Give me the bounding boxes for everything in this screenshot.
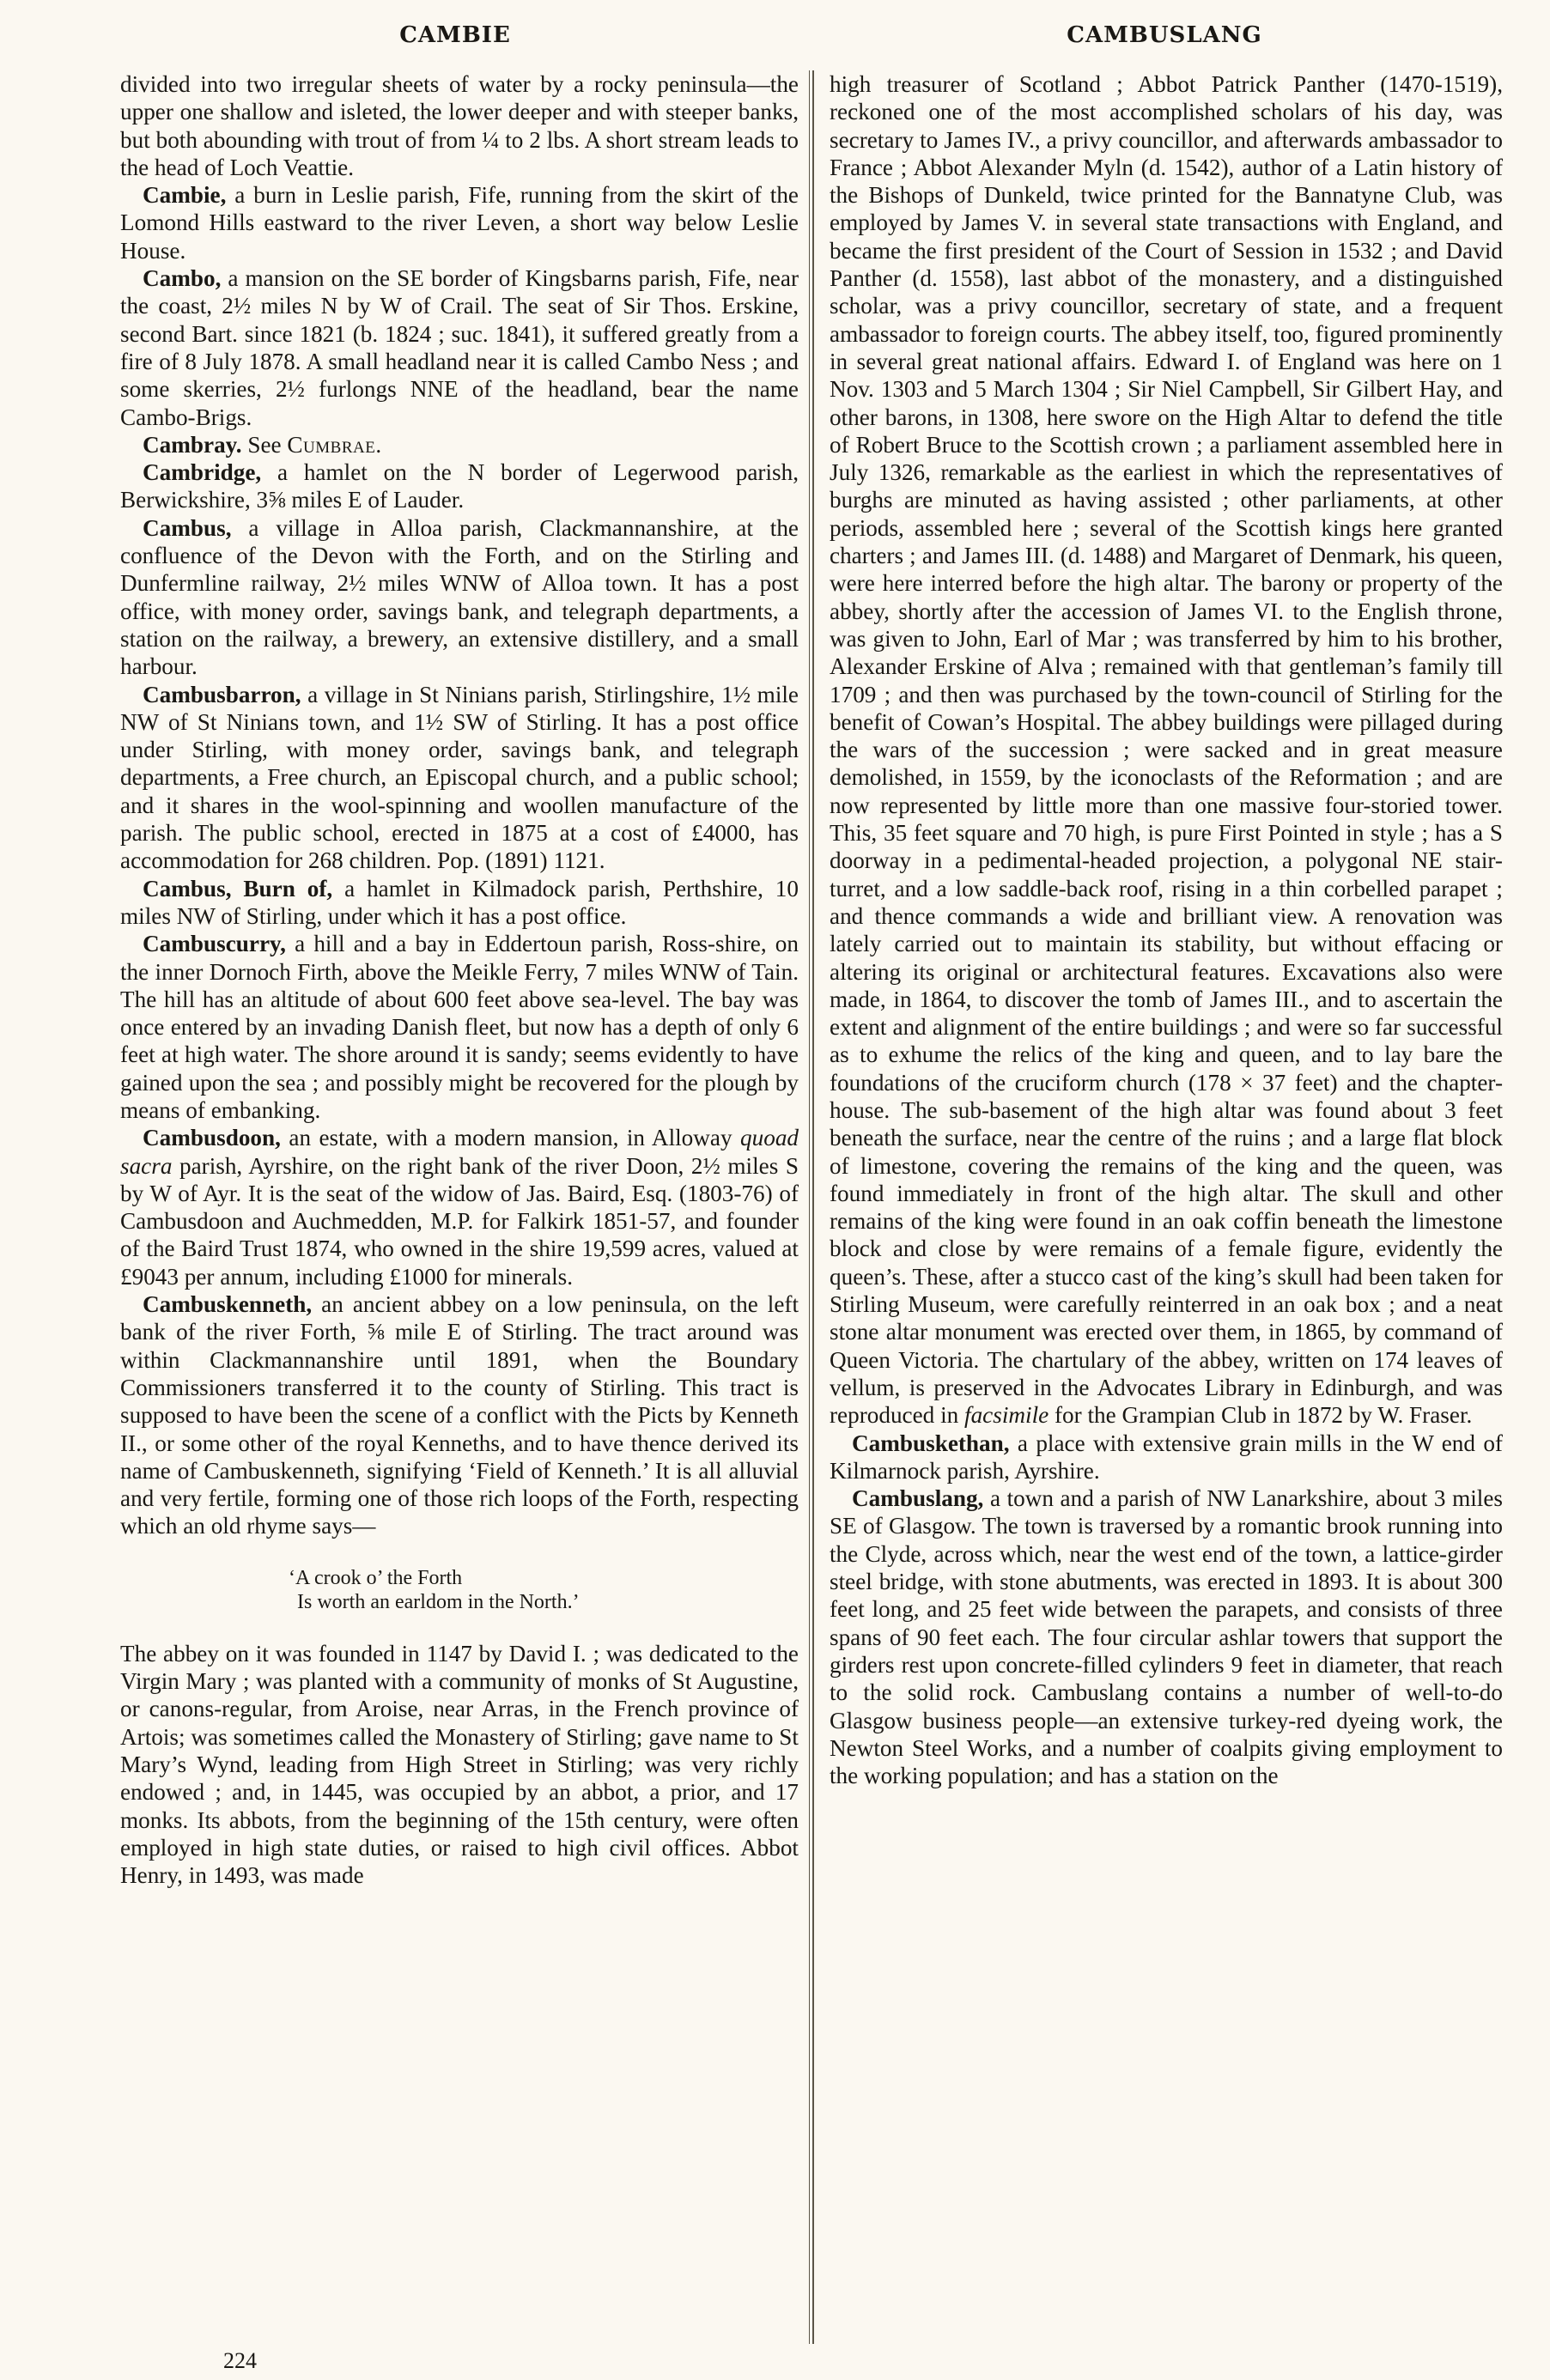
see-text: See xyxy=(241,431,288,458)
entry-cambridge xyxy=(120,458,799,514)
column-divider xyxy=(812,70,814,2344)
entry-cambuskenneth xyxy=(120,1290,799,1540)
entry-text: high treasurer of Scotland ; Abbot Patrick Panther (1470-1519), reckoned one of the most accomplished scholars of his day, was secretary to James IV., a privy councillor, and afterwards ambassador to France ; Abbot Alexander Myln (d. 1542), author of a Latin history of the Bishops of Dunkeld, twice printed for the Bannatyne Club, was employed by James V. in several state transactions with England, and became the first president of the Court of Session in 1532 ; and David Panther (d. 1558), last abbot of the monastery, and a distinguished scholar, was a privy councillor, secretary of state, and a frequent ambassador to foreign courts. The abbey itself, too, figured prominently in several great national affairs. Edward I. of England was here on 1 Nov. 1303 and 5 March 1304 ; Sir Niel Campbell, Sir Gilbert Hay, and other barons, in 1308, here swore on the High Altar to defend the title of Robert Bruce to the Scottish crown ; a parliament assembled here in July 1326, remarkable as the earliest in which the representatives of burghs are minuted as having assisted ; other parliaments, at other periods, assembled here ; several of the Scottish kings here granted charters ; and James III. (d. 1488) and Margaret of Denmark, his queen, were here interred before the high altar. The barony or property of the abbey, shortly after the accession of James VI. to the English throne, was given to John, Earl of Mar ; was transferred by him to his brother, Alexander Erskine of Alva ; remained with that gentleman’s family till 1709 ; and then was purchased by the town-council of Stirling for the benefit of Cowan’s Hospital. The abbey buildings were pillaged during the wars of the succession ; were sacked and in great measure demolished, in 1559, by the iconoclasts of the Reformation ; and are now represented by little more than one massive four-storied tower. This, 35 feet square and 70 high, is pure First Pointed in style ; has a S doorway in a pedimental-headed projection, a polygonal NE stair-turret, and a low saddle-back roof, rising in a thin corbelled parapet ; and thence commands a wide and brilliant view. A renovation was lately carried out to maintain its stability, but without effacing or altering its original or architectural features. Excavations also were made, in 1864, to discover the tomb of James III., and to ascertain the extent and alignment of the entire buildings ; and were so far successful as to exhume the relics of the king and queen, and to lay bare the foundations of the cruciform church (178 × 37 feet) and the chapter-house. The sub-basement of the high altar was found about 3 feet beneath the surface, near the centre of the ruins ; and a large flat block of limestone, covering the remains of the king and the queen, was found immediately in front of the high altar. The skull and other remains of the king were found in an oak coffin beneath the limestone block and close by were remains of a female figure, evidently the queen’s. These, after a stucco cast of the king’s skull had been taken for Stirling Museum, were carefully reinterred in an oak box ; and a neat stone altar monument was erected over them, in 1865, by command of Queen Victoria. The chartulary of the abbey, written on 174 leaves of vellum, is preserved in the Advocates Library in Edinburgh, and was reproduced in xyxy=(830,71,1503,1429)
italic-phrase: quoad sacra xyxy=(120,1125,799,1179)
headword: Cambus, Burn of, xyxy=(143,875,333,902)
headword: Cambuscurry, xyxy=(143,931,286,957)
entry-text: . xyxy=(375,431,382,458)
entry-text: for the Grampian Club in 1872 by W. Fraser. xyxy=(1049,1402,1473,1429)
abbey-paragraph: The abbey on it was founded in 1147 by David I. ; was dedicated to the Virgin Mary ; was planted with a community of monks of St Augustine, or canons-regular, from Aroise, near Arras, in the French province of Artois; was sometimes called the Monastery of Stirling; gave name to St Mary’s Wynd, leading from High Street in Stirling; was very richly endowed ; and, in 1445, was occupied by an abbot, a prior, and 17 monks. Its abbots, from the beginning of the 15th century, were often employed in high state duties, or raised to high civil offices. Abbot Henry, in 1493, was made xyxy=(120,1640,799,1889)
entry-cambo xyxy=(120,264,799,431)
headword: Cambuskenneth, xyxy=(143,1291,313,1318)
entry-text: a town and a parish of NW Lanarkshire, about 3 miles SE of Glasgow. The town is traversed by a romantic brook running into the Clyde, across which, near the west end of the town, a lattice-girder steel bridge, with stone abutments, was erected in 1893. It is about 300 feet long, and 25 feet wide between the parapets, and consists of three spans of 90 feet each. The four circular ashlar towers that support the girders rest upon concrete-filled cylinders 9 feet in diameter, that reach to the solid rock. Cambuslang contains a number of well-to-do Glasgow business people—an extensive turkey-red dyeing work, the Newton Steel Works, and a number of coalpits giving employment to the working population; and has a station on the xyxy=(830,1485,1503,1789)
running-head-left: CAMBIE xyxy=(399,22,511,48)
entry-text: a hill and a bay in Eddertoun parish, Ross-shire, on the inner Dornoch Firth, above the Meikle Ferry, 7 miles WNW of Tain. The hill has an altitude of about 600 feet above sea-level. The bay was once entered by an invading Danish fleet, but now has a depth of only 6 feet at high water. The shore around it is sandy; seems evidently to have gained upon the sea ; and possibly might be recovered for the plough by means of embanking. xyxy=(120,931,799,1123)
entry-text: a mansion on the SE border of Kingsbarns parish, Fife, near the coast, 2½ miles N by W of Crail. The seat of Sir Thos. Erskine, second Bart. since 1821 (b. 1824 ; suc. 1841), it suffered greatly from a fire of 8 July 1878. A small headland near it is called Cambo Ness ; and some skerries, 2½ furlongs NNE of the headland, bear the name Cambo-Brigs. xyxy=(120,265,799,430)
rhyme-quotation xyxy=(120,1566,799,1614)
italic-phrase: facsimile xyxy=(964,1402,1049,1429)
continued-paragraph: divided into two irregular sheets of water by a rocky peninsula—the upper one shallow and isleted, the lower deeper and with steeper banks, but both abounding with trout of from ¼ to 2 lbs. A short stream leads to the head of Loch Veattie. xyxy=(120,71,799,180)
headword: Cambusdoon, xyxy=(143,1125,281,1151)
entry-cambus-burn-of xyxy=(120,875,799,931)
entry-cambray xyxy=(120,431,799,458)
entry-text: a place with extensive grain mills in the W end of Kilmarnock parish, Ayrshire. xyxy=(830,1430,1503,1484)
entry-cambus xyxy=(120,514,799,681)
entry-cambusdoon xyxy=(120,1124,799,1290)
entry-text: a burn in Leslie parish, Fife, running from the skirt of the Lomond Hills eastward to the river Leven, a short way below Leslie House. xyxy=(120,182,799,264)
entry-cambie xyxy=(120,181,799,264)
left-column xyxy=(120,70,799,1889)
entry-text: a village in Alloa parish, Clackmannanshire, at the confluence of the Devon with the Forth, and on the Stirling and Dunfermline railway, 2½ miles WNW of Alloa town. It has a post office, with money order, savings bank, and telegraph departments, a station on the railway, a brewery, an extensive distillery, and a small harbour. xyxy=(120,514,799,680)
entry-text: a hamlet in Kilmadock parish, Perthshire, 10 miles NW of Stirling, under which it has a post office. xyxy=(120,875,799,929)
headword: Cambie, xyxy=(143,182,227,209)
entry-text: an estate, with a modern mansion, in Alloway xyxy=(280,1125,741,1151)
headword: Cambo, xyxy=(143,265,222,292)
entry-cambusbarron xyxy=(120,681,799,875)
entry-cambuslang xyxy=(830,1484,1503,1789)
page-number: 224 xyxy=(223,2348,257,2373)
entry-text: an ancient abbey on a low peninsula, on the left bank of the river Forth, ⅝ mile E of Stirling. The tract around was within Clackmannanshire until 1891, when the Boundary Commissioners transferred it to the county of Stirling. This tract is supposed to have been the scene of a conflict with the Picts by Kenneth II., or some other of the royal Kenneths, and to have thence derived its name of Cambuskenneth, signifying ‘Field of Kenneth.’ It is all alluvial and very fertile, forming one of those rich loops of the Forth, respecting which an old rhyme says— xyxy=(120,1291,799,1539)
headword: Cambridge, xyxy=(143,459,262,486)
entry-text: a village in St Ninians parish, Stirlingshire, 1½ mile NW of St Ninians town, and 1½ SW of Stirling. It has a post office under Stirling, with money order, savings bank, and telegraph departments, a Free church, an Episcopal church, and a public school; and it shares in the wool-spinning and woollen manufacture of the parish. The public school, erected in 1875 at a cost of £4000, has accommodation for 268 children. Pop. (1891) 1121. xyxy=(120,681,799,874)
continued-paragraph xyxy=(830,70,1503,1430)
right-column xyxy=(830,70,1503,1789)
running-head-right: CAMBUSLANG xyxy=(1067,22,1262,48)
headword: Cambuskethan, xyxy=(852,1430,1010,1456)
rhyme-line-2: Is worth an earldom in the North.’ xyxy=(297,1590,580,1613)
rhyme-line-1: ‘A crook o’ the Forth xyxy=(289,1566,463,1589)
headword: Cambray. xyxy=(143,431,242,458)
entry-text: a hamlet on the N border of Legerwood parish, Berwickshire, 3⅝ miles E of Lauder. xyxy=(120,459,799,513)
headword: Cambus, xyxy=(143,514,232,541)
headword: Cambusbarron, xyxy=(143,681,301,707)
headword: Cambuslang, xyxy=(852,1485,984,1512)
cross-reference: Cumbrae xyxy=(287,431,376,458)
entry-text: parish, Ayrshire, on the right bank of the river Doon, 2½ miles S by W of Ayr. It is the seat of the widow of Jas. Baird, Esq. (1803-76) of Cambusdoon and Auchmedden, M.P. for Falkirk 1851-57, and founder of the Baird Trust 1874, who owned in the shire 19,599 acres, valued at £9043 per annum, including £1000 for minerals. xyxy=(120,1152,799,1290)
entry-cambuskethan xyxy=(830,1430,1503,1485)
entry-cambuscurry xyxy=(120,930,799,1124)
